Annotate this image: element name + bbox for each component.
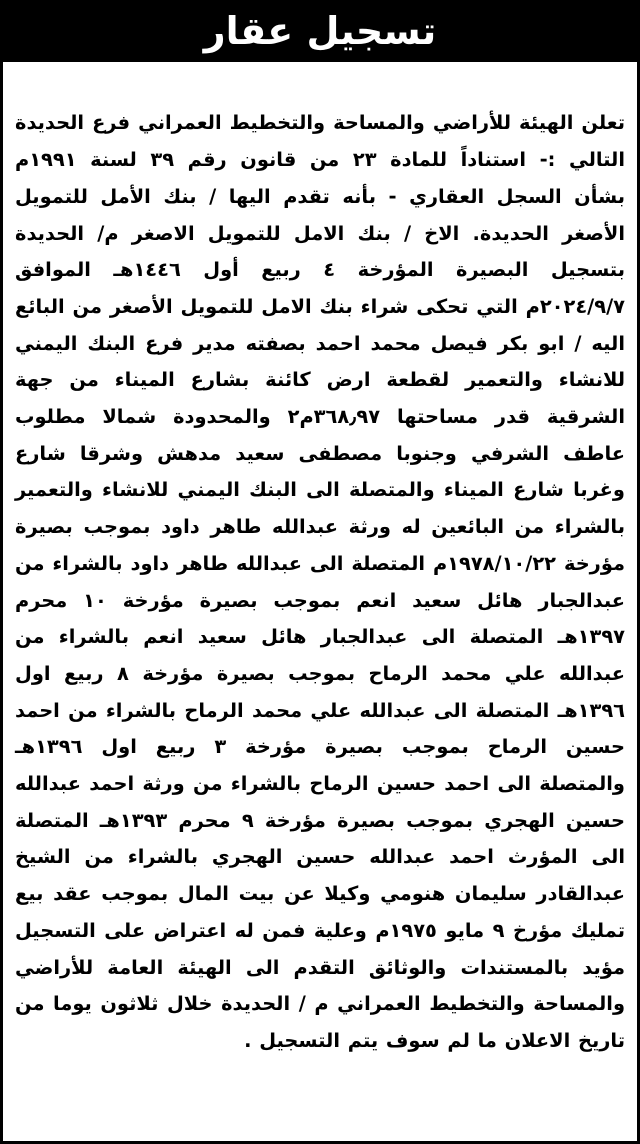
notice-body-text: تعلن الهيئة للأراضي والمساحة والتخطيط العمراني فرع الحديدة التالي :- استناداً للمادة ٢٣ من قانون رقم ٣٩ لسنة ١٩٩١م بشأن السجل العقاري - بأنه تقدم اليها / بنك الأمل للتمويل الأصغر الحديدة. الاخ / بنك الامل للتمويل الاصغر م/ الحديدة بتسجيل البصيرة المؤرخة ٤ ربيع أول ١٤٤٦هـ الموافق ٢٠٢٤/٩/٧م التي تحكى شراء بنك الامل للتمويل الأصغر من البائع اليه / ابو بكر فيصل محمد احمد بصفته مدير فرع البنك اليمني للانشاء والتعمير لقطعة ارض كائنة بشارع الميناء من جهة الشرقية قدر مساحتها ٣٦٨٫٩٧م٢ والمحدودة شمالا مطلوب عاطف الشرفي وجنوبا مصطفى سعيد مدهش وشرقا شارع وغربا شارع الميناء والمتصلة الى البنك اليمني للانشاء والتعمير بالشراء من البائعين له ورثة عبدالله طاهر داود بموجب بصيرة مؤرخة ١٩٧٨/١٠/٢٢م المتصلة الى عبدالله طاهر داود بالشراء من عبدالجبار هائل سعيد انعم بموجب بصيرة مؤرخة ١٠ محرم ١٣٩٧هـ المتصلة الى عبدالجبار هائل سعيد انعم بالشراء من عبدالله علي محمد الرماح بموجب بصيرة مؤرخة ٨ ربيع اول ١٣٩٦هـ المتصلة الى عبدالله علي محمد الرماح بالشراء من احمد حسين الرماح بموجب بصيرة مؤرخة ٣ ربيع اول ١٣٩٦هـ والمتصلة الى احمد حسين الرماح بالشراء من ورثة احمد عبدالله حسين الهجري بموجب بصيرة مؤرخة ٩ محرم ١٣٩٣هـ المتصلة الى المؤرث احمد عبدالله حسين الهجري بالشراء من الشيخ عبدالقادر سليمان هنومي وكيلا عن بيت المال بموجب عقد بيع تمليك مؤرخ ٩ مايو ١٩٧٥م وعلية فمن له اعتراض على التسجيل مؤيد بالمستندات والوثائق التقدم الى الهيئة العامة للأراضي والمساحة والتخطيط العمراني م / الحديدة خلال ثلاثون يوما من تاريخ الاعلان ما لم سوف يتم التسجيل . bbox=[15, 111, 626, 1052]
notice-header-bar bbox=[0, 0, 640, 62]
notice-body-frame bbox=[0, 62, 640, 1144]
notice-title: تسجيل عقار bbox=[203, 9, 437, 53]
